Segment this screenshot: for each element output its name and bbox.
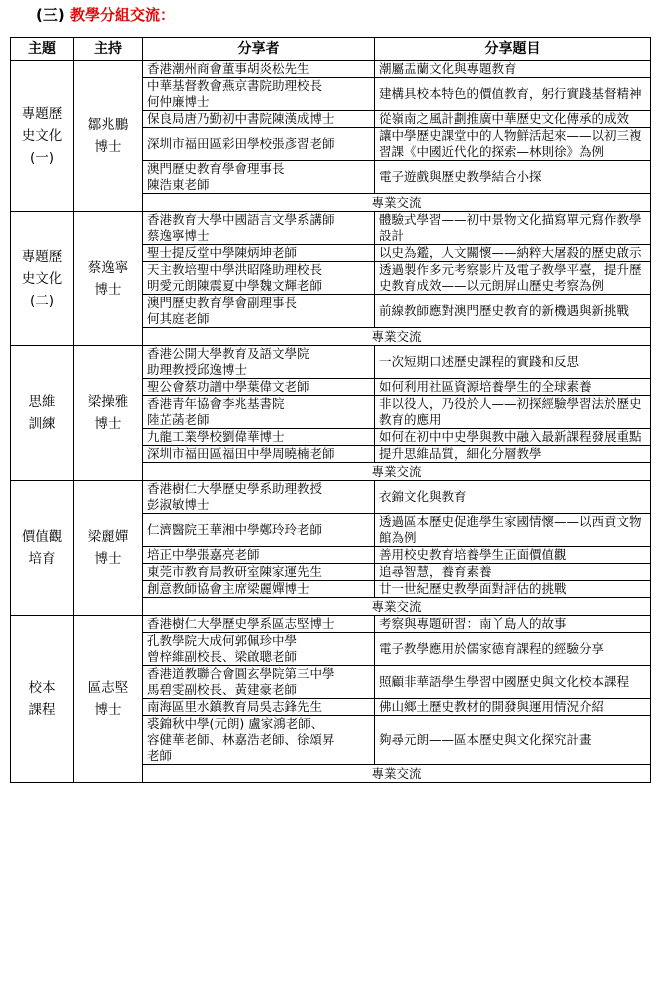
table-row <box>11 61 651 78</box>
speaker-cell: 天主教培聖中學洪昭隆助理校長 明愛元朗陳震夏中學魏文輝老師 <box>143 262 375 295</box>
exchange-cell: 專業交流 <box>143 598 651 616</box>
speaker-cell: 孔教學院大成何郭佩珍中學 曾梓維副校長、梁啟聰老師 <box>143 633 375 666</box>
topic-cell: 潮屬盂蘭文化與專題教育 <box>375 61 651 78</box>
exchange-cell: 專業交流 <box>143 194 651 212</box>
host-cell: 區志堅 博士 <box>74 616 143 783</box>
topic-cell: 廿一世紀歷史教學面對評估的挑戰 <box>375 581 651 598</box>
speaker-cell: 創意教師協會主席梁麗嬋博士 <box>143 581 375 598</box>
speaker-cell: 九龍工業學校劉偉華博士 <box>143 429 375 446</box>
theme-cell: 思維 訓練 <box>11 346 74 481</box>
speaker-cell: 培正中學張嘉亮老師 <box>143 547 375 564</box>
section-title: 教學分組交流： <box>69 6 175 24</box>
speaker-cell: 東莞市教育局教研室陳家運先生 <box>143 564 375 581</box>
topic-cell: 讓中學歷史課堂中的人物鮮活起來——以初三複習課《中國近代化的探索—林則徐》為例 <box>375 128 651 161</box>
host-cell: 梁麗嬋 博士 <box>74 481 143 616</box>
host-cell: 鄒兆鵬 博士 <box>74 61 143 212</box>
topic-cell: 如何在初中中史學與教中融入最新課程發展重點 <box>375 429 651 446</box>
topic-cell: 前線教師應對澳門歷史教育的新機遇與新挑戰 <box>375 295 651 328</box>
theme-cell: 專題歷 史文化 (一) <box>11 61 74 212</box>
section-heading <box>36 4 175 25</box>
topic-cell: 善用校史教育培養學生正面價值觀 <box>375 547 651 564</box>
header-theme: 主題 <box>11 38 74 61</box>
exchange-cell: 專業交流 <box>143 765 651 783</box>
table-row <box>11 346 651 379</box>
section-number: (三) <box>36 6 65 24</box>
host-cell: 蔡逸寧 博士 <box>74 212 143 346</box>
table-row <box>11 212 651 245</box>
speaker-cell: 香港青年協會李兆基書院 陸芷菡老師 <box>143 396 375 429</box>
speaker-cell: 香港道教聯合會圓玄學院第三中學 馬碧雯副校長、黃建豪老師 <box>143 666 375 699</box>
speaker-cell: 香港公開大學教育及語文學院 助理教授邱逸博士 <box>143 346 375 379</box>
speaker-cell: 仁濟醫院王華湘中學鄭玲玲老師 <box>143 514 375 547</box>
topic-cell: 建構具校本特色的價值教育，躬行實踐基督精神 <box>375 78 651 111</box>
table-body <box>11 61 651 783</box>
exchange-cell: 專業交流 <box>143 328 651 346</box>
speaker-cell: 深圳市福田區彩田學校張彥習老師 <box>143 128 375 161</box>
speaker-cell: 澳門歷史教育學會理事長 陳浩東老師 <box>143 161 375 194</box>
header-topic: 分享題目 <box>375 38 651 61</box>
speaker-cell: 香港樹仁大學歷史學系區志堅博士 <box>143 616 375 633</box>
topic-cell: 非以役人，乃役於人——初探經驗學習法於歷史教育的應用 <box>375 396 651 429</box>
topic-cell: 一次短期口述歷史課程的實踐和反思 <box>375 346 651 379</box>
speaker-cell: 深圳市福田區福田中學周曉楠老師 <box>143 446 375 463</box>
header-speaker: 分享者 <box>143 38 375 61</box>
speaker-cell: 香港潮州商會董事胡炎松先生 <box>143 61 375 78</box>
speaker-cell: 香港樹仁大學歷史學系助理教授 彭淑敏博士 <box>143 481 375 514</box>
speaker-cell: 聖公會蔡功譜中學葉偉文老師 <box>143 379 375 396</box>
topic-cell: 體驗式學習——初中景物文化描寫單元寫作教學設計 <box>375 212 651 245</box>
topic-cell: 從嶺南之風計劃推廣中華歷史文化傳承的成效 <box>375 111 651 128</box>
header-row <box>11 38 651 61</box>
exchange-cell: 專業交流 <box>143 463 651 481</box>
speaker-cell: 中華基督教會燕京書院助理校長 何仲廉博士 <box>143 78 375 111</box>
topic-cell: 提升思維品質，細化分層教學 <box>375 446 651 463</box>
speaker-cell: 聖士提反堂中學陳炳坤老師 <box>143 245 375 262</box>
topic-cell: 電子教學應用於儒家德育課程的經驗分享 <box>375 633 651 666</box>
topic-cell: 衣錦文化與教育 <box>375 481 651 514</box>
sharing-table <box>10 37 651 783</box>
topic-cell: 如何利用社區資源培養學生的全球素養 <box>375 379 651 396</box>
theme-cell: 價值觀 培育 <box>11 481 74 616</box>
topic-cell: 照顧非華語學生學習中國歷史與文化校本課程 <box>375 666 651 699</box>
table-row <box>11 481 651 514</box>
topic-cell: 考察與專題研習：南丫島人的故事 <box>375 616 651 633</box>
table-row <box>11 616 651 633</box>
theme-cell: 專題歷 史文化 (二) <box>11 212 74 346</box>
topic-cell: 追尋智慧，養育素養 <box>375 564 651 581</box>
host-cell: 梁操雅 博士 <box>74 346 143 481</box>
topic-cell: 透過區本歷史促進學生家國情懷——以西貢文物館為例 <box>375 514 651 547</box>
theme-cell: 校本 課程 <box>11 616 74 783</box>
speaker-cell: 南海區里水鎮教育局吳志鋒先生 <box>143 699 375 716</box>
header-host: 主持 <box>74 38 143 61</box>
speaker-cell: 香港教育大學中國語言文學系講師 蔡逸寧博士 <box>143 212 375 245</box>
speaker-cell: 裘錦秋中學(元朗) 盧家鴻老師、 容健華老師、林嘉浩老師、徐頌昇 老師 <box>143 716 375 765</box>
topic-cell: 透過製作多元考察影片及電子教學平臺，提升歷史教育成效——以元朗屏山歷史考察為例 <box>375 262 651 295</box>
topic-cell: 以史為鑑，人文關懷——納粹大屠殺的歷史啟示 <box>375 245 651 262</box>
topic-cell: 夠尋元朗——區本歷史與文化探究計畫 <box>375 716 651 765</box>
topic-cell: 電子遊戲與歷史教學結合小探 <box>375 161 651 194</box>
speaker-cell: 保良局唐乃勤初中書院陳漢成博士 <box>143 111 375 128</box>
speaker-cell: 澳門歷史教育學會副理事長 何其庭老師 <box>143 295 375 328</box>
topic-cell: 佛山鄉土歷史教材的開發與運用情況介紹 <box>375 699 651 716</box>
